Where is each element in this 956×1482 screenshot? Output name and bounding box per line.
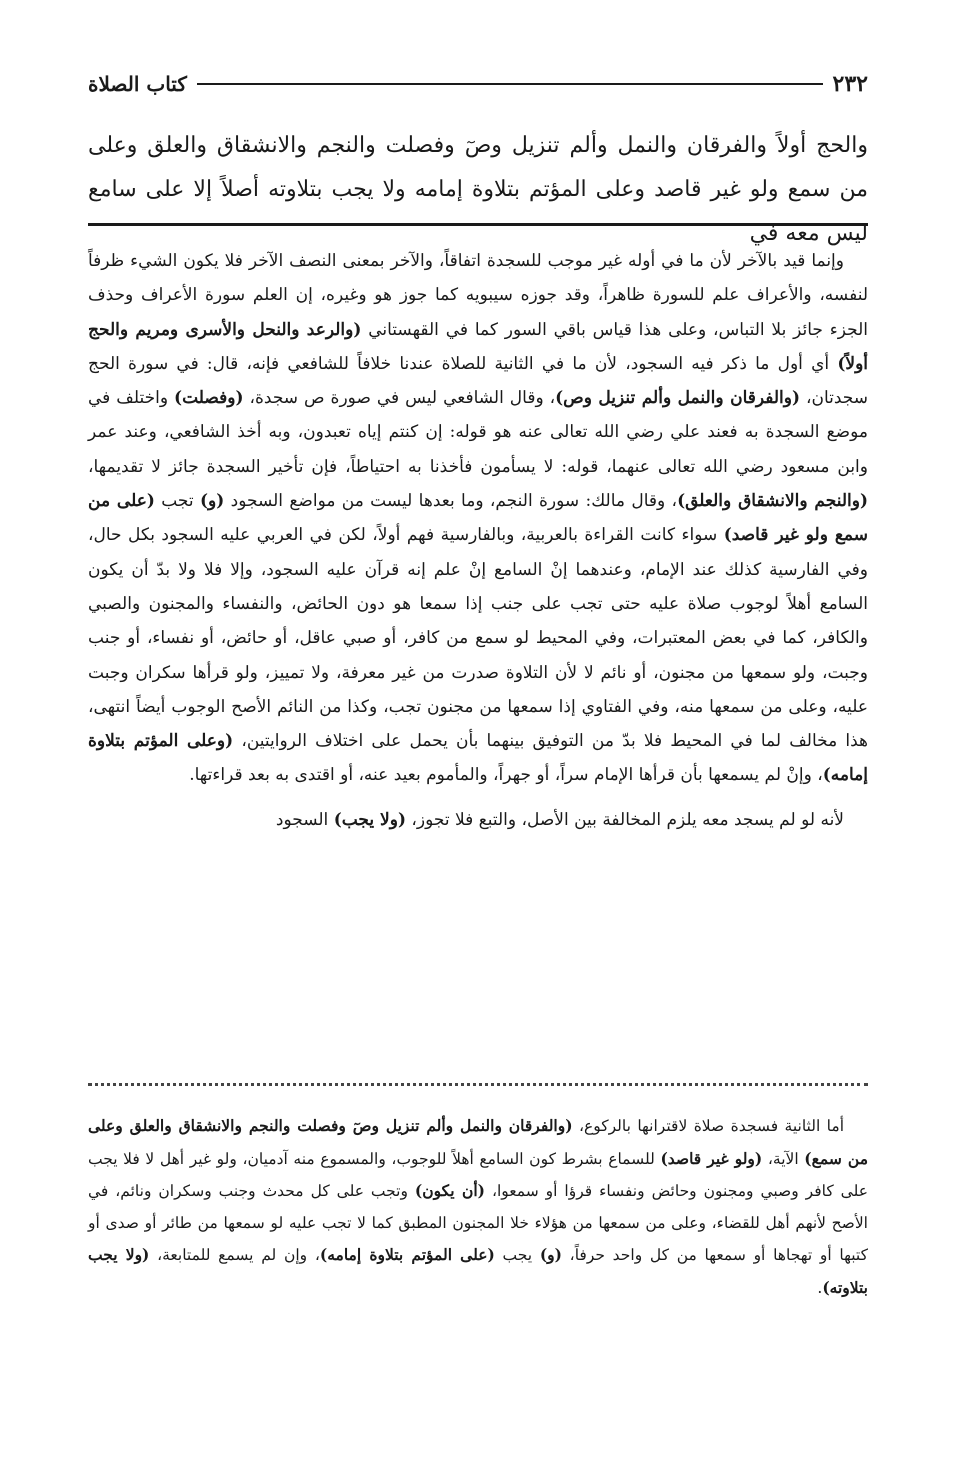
matn-text bbox=[88, 124, 868, 256]
quoted-matn: (ولا يجب) bbox=[333, 809, 406, 830]
footnote-text: ، وإن لم يسمع للمتابعة، bbox=[149, 1246, 320, 1264]
footnote-text: الآية، bbox=[762, 1149, 805, 1168]
commentary-text: سواء كانت القراءة بالعربية، وبالفارسية فهم أولاً، لكن في العربي عليه السجود بكل حال، وفي الفارسية كذلك عند الإمام، وعندهما إنْ السامع إنْ علم إنه قرآن عليه السجود، وإلا فلا ولا بدّ أن يكون السامع أهلاً لوجوب صلاة عليه حتى تجب على جنب إذا سمعا هو دون الحائض، والنفساء والمجنون والصبي والكافر، كما في بعض المعتبرات، وفي المحيط لو سمع من كافر، أو صبي عاقل، أو حائض، أو نفساء، أو جنب وجبت، ولو سمعها من مجنون، أو نائم لا لأن التلاوة صدرت من غير معرفة، ولا تمييز، ولو قرأها سكران وجبت عليه، وعلى من سمعها منه، وفي الفتاوي إذا سمعها من مجنون تجب، وكذا من النائم الأصح الوجوب أيضاً انتهى، هذا مخالف لما في المحيط فلا بدّ من التوفيق بينهما بأن يحمل على اختلاف الروايتين، bbox=[88, 525, 868, 752]
commentary-text: أي أول ما ذكر فيه السجود، لأن ما في الثانية للصلاة عندنا خلافاً للشافعي فإنه، قال: في سورة الحج سجدتان، bbox=[88, 353, 869, 409]
commentary-block bbox=[88, 244, 868, 837]
commentary-text: تجب bbox=[154, 491, 200, 512]
commentary-text: واختلف في موضع السجدة به فعند علي رضي الله تعالى عنه هو قوله: إن كنتم إياه تعبدون، وبه أخذ الشافعي، وعند عمر وابن مسعود رضي الله تعالى عنهما، قوله: لا يسأمون فأخذنا به احتياطاً، فإن تأخير السجدة جائز لا تقديمها، bbox=[88, 388, 868, 477]
header-rule bbox=[197, 83, 823, 85]
commentary-paragraph-2 bbox=[88, 803, 868, 837]
running-header bbox=[88, 66, 868, 102]
page-number: ٢٣٢ bbox=[832, 71, 868, 97]
matn-line: والحج أولاً والفرقان والنمل وألم تنزيل وصٓ وفصلت والنجم والانشقاق والعلق وعلى من سمع ولو غير قاصد وعلى المؤتم بتلاوة إمامه ولا يجب بتلاوته أصلاً إلا على سامع ليس معه في bbox=[88, 133, 868, 246]
quoted-matn: (و) bbox=[199, 491, 225, 512]
footnote-dotted-separator bbox=[88, 1083, 868, 1086]
quoted-matn: (ولا يجب بتلاوته) bbox=[88, 1245, 868, 1297]
matn-separator-rule bbox=[88, 223, 868, 226]
footnote-text: يجب bbox=[494, 1246, 540, 1264]
commentary-text: وإنما قيد بالآخر لأن ما في أوله غير موجب للسجدة اتفاقاً، والآخر بمعنى النصف الآخر فلا يكون الشيء ظرفاً لنفسه، والأعراف علم للسورة ظاهراً، وقد جوزه سيبويه كما جوز هو وغيره، إن العلم سورة الأعراف وحذف الجزء جائز بلا التباس، وعلى هذا قياس باقي السور كما في القهستاني bbox=[88, 251, 868, 340]
commentary-paragraph-1 bbox=[88, 244, 868, 793]
quoted-matn: (و) bbox=[539, 1245, 562, 1264]
quoted-matn: (على من سمع ولو غير قاصد) bbox=[88, 491, 869, 546]
footnote-block bbox=[88, 1110, 868, 1304]
commentary-text: ، وإنْ لم يسمعها بأن قرأها الإمام سراً، أو جهراً، والمأموم بعيد عنه، أو اقتدى به بعد قراءتها. bbox=[189, 765, 823, 786]
quoted-matn: (والفرقان والنمل وألم تنزيل وص) bbox=[555, 388, 801, 409]
footnote-text: أما الثانية فسجدة صلاة لاقترانها بالركوع، bbox=[572, 1117, 844, 1135]
quoted-matn: (والرعد والنحل والأسرى ومريم والحج أولاً) bbox=[88, 319, 868, 374]
commentary-text: ، وقال مالك: سورة النجم، وما بعدها ليست من مواضع السجود bbox=[224, 491, 678, 512]
commentary-text: السجود bbox=[275, 809, 334, 830]
book-title: كتاب الصلاة bbox=[88, 72, 187, 96]
commentary-text: لأنه لو لم يسجد معه يلزم المخالفة بين الأصل، والتبع فلا تجوز، bbox=[406, 809, 844, 830]
footnote-text: وتجب على كل محدث وجنب وسكران ونائم، في الأصح لأنهم أهل للقضاء، وعلى من سمعها من هؤلاء خلا المجنون المطبق كما لا تجب عليه لو سمعها من طائر أو صدى أو كتبها أو تهجاها أو سمعها من كل واحد حرفاً، bbox=[88, 1182, 868, 1264]
footnote-text: للسماع بشرط كون السامع أهلاً للوجوب، والمسموع منه آدميان، ولو غير أهل لا فلا يجب على كافر وصبي ومجنون وحائض ونفساء قرؤا أو سمعوا، bbox=[88, 1149, 868, 1200]
quoted-matn: (وعلى المؤتم بتلاوة إمامه) bbox=[88, 731, 868, 786]
quoted-matn: (أن يكون) bbox=[414, 1181, 485, 1200]
quoted-matn: (على المؤتم بتلاوة إمامه) bbox=[319, 1245, 495, 1264]
footnote-paragraph bbox=[88, 1110, 868, 1304]
quoted-matn: (والفرقان والنمل وألم تنزيل وصٓ وفصلت والنجم والانشقاق والعلق وعلى من سمع) bbox=[88, 1116, 868, 1168]
quoted-matn: (والنجم والانشقاق والعلق) bbox=[677, 491, 869, 512]
commentary-text: ، وقال الشافعي ليس في صورة ص سجدة، bbox=[243, 388, 556, 409]
footnote-text: . bbox=[817, 1278, 823, 1297]
quoted-matn: (وفصلت) bbox=[174, 388, 244, 409]
quoted-matn: (ولو غير قاصد) bbox=[660, 1148, 763, 1168]
